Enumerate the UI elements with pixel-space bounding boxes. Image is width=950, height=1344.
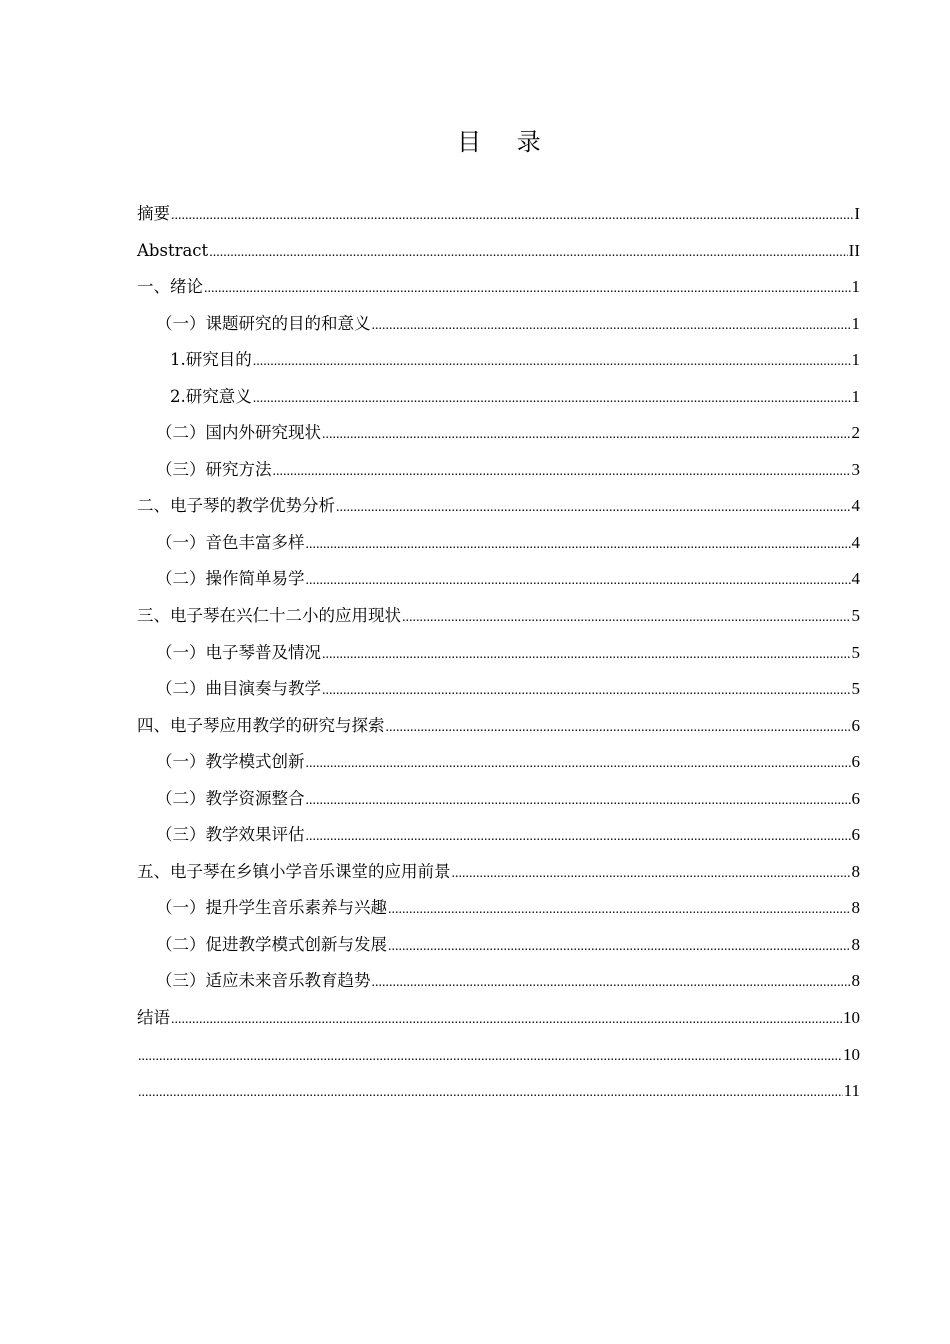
- toc-entry[interactable]: [137, 379, 860, 416]
- toc-entry[interactable]: [137, 963, 860, 1000]
- toc-entry[interactable]: [137, 196, 860, 233]
- toc-entry-text: （二）国内外研究现状: [156, 423, 321, 443]
- dot-leader: [336, 490, 851, 527]
- toc-entry[interactable]: [137, 1000, 860, 1037]
- toc-list: [137, 196, 860, 1110]
- toc-entry-text: 三、电子琴在兴仁十二小的应用现状: [137, 606, 401, 626]
- toc-entry-page-number: 1: [851, 386, 860, 406]
- toc-entry-page-number: 6: [851, 788, 860, 808]
- toc-entry-text: （一）教学模式创新: [156, 752, 305, 772]
- toc-entry[interactable]: [137, 342, 860, 379]
- toc-entry-page-number: 4: [851, 532, 860, 552]
- toc-entry-text: （三）适应未来音乐教育趋势: [156, 971, 371, 991]
- toc-entry[interactable]: [137, 415, 860, 452]
- toc-entry-text: 二、电子琴的教学优势分析: [137, 496, 335, 516]
- dot-leader: [402, 600, 851, 637]
- toc-entry[interactable]: [137, 1037, 860, 1074]
- dot-leader: [253, 344, 851, 381]
- toc-entry-page-number: 5: [851, 606, 860, 626]
- dot-leader: [322, 637, 851, 674]
- toc-entry-page-number: I: [854, 204, 860, 223]
- dot-leader: [372, 308, 851, 345]
- dot-leader: [204, 271, 851, 308]
- toc-entry[interactable]: [137, 817, 860, 854]
- dot-leader: [372, 965, 851, 1002]
- dot-leader: [306, 746, 851, 783]
- toc-entry[interactable]: [137, 233, 860, 270]
- toc-entry-page-number: 6: [851, 825, 860, 845]
- toc-entry[interactable]: [137, 269, 860, 306]
- dot-leader: [306, 527, 851, 564]
- toc-entry-text: Abstract: [137, 240, 209, 260]
- toc-entry[interactable]: [137, 1073, 860, 1110]
- toc-entry-text: 摘要: [137, 204, 170, 223]
- toc-title: 目 录: [457, 128, 555, 156]
- toc-entry-text: 五、电子琴在乡镇小学音乐课堂的应用前景: [137, 861, 451, 881]
- dot-leader: [171, 1002, 842, 1039]
- toc-entry-text: （二）促进教学模式创新与发展: [156, 934, 387, 954]
- toc-entry-text: 四、电子琴应用教学的研究与探索: [137, 715, 385, 735]
- toc-entry-page-number: 6: [851, 752, 860, 772]
- toc-entry-page-number: 5: [851, 642, 860, 662]
- toc-entry-page-number: 8: [851, 861, 860, 881]
- dot-leader: [388, 929, 851, 966]
- dot-leader: [306, 563, 851, 600]
- dot-leader: [386, 710, 851, 747]
- toc-entry-text: （一）音色丰富多样: [156, 532, 305, 552]
- toc-entry-text: （一）提升学生音乐素养与兴趣: [156, 898, 387, 918]
- toc-entry[interactable]: [137, 744, 860, 781]
- toc-entry-text: 结语: [137, 1008, 170, 1028]
- toc-entry[interactable]: [137, 306, 860, 343]
- toc-entry-text: 1.研究目的: [170, 350, 252, 370]
- dot-leader: [452, 856, 851, 893]
- toc-entry-text: （二）曲目演奏与教学: [156, 679, 321, 699]
- toc-entry[interactable]: [137, 598, 860, 635]
- toc-entry-page-number: 8: [851, 934, 860, 954]
- toc-entry-text: 一、绪论: [137, 277, 203, 297]
- toc-entry-page-number: 3: [851, 459, 860, 479]
- dot-leader: [306, 819, 851, 856]
- toc-entry-page-number: 5: [851, 679, 860, 699]
- toc-entry-page-number: 11: [843, 1081, 860, 1101]
- toc-entry-text: （三）研究方法: [156, 459, 272, 479]
- toc-entry-page-number: 4: [851, 569, 860, 589]
- toc-entry[interactable]: [137, 854, 860, 891]
- dot-leader: [273, 454, 851, 491]
- toc-entry-text: （一）电子琴普及情况: [156, 642, 321, 662]
- toc-entry[interactable]: [137, 927, 860, 964]
- toc-entry-page-number: 1: [851, 277, 860, 297]
- toc-entry[interactable]: [137, 635, 860, 672]
- toc-entry-page-number: 8: [851, 971, 860, 991]
- toc-entry-page-number: II: [848, 240, 860, 260]
- toc-entry[interactable]: [137, 671, 860, 708]
- dot-leader: [306, 783, 851, 820]
- toc-entry-text: （二）操作简单易学: [156, 569, 305, 589]
- toc-entry[interactable]: [137, 525, 860, 562]
- toc-entry-page-number: 8: [851, 898, 860, 918]
- toc-entry-text: （二）教学资源整合: [156, 788, 305, 808]
- toc-entry-page-number: 1: [851, 313, 860, 333]
- dot-leader: [322, 673, 851, 710]
- toc-entry-page-number: 6: [851, 715, 860, 735]
- toc-entry-page-number: 1: [851, 350, 860, 370]
- toc-entry-text: 2.研究意义: [170, 386, 252, 406]
- toc-entry-page-number: 4: [851, 496, 860, 516]
- toc-entry-page-number: 2: [851, 423, 860, 443]
- toc-entry-text: （一）课题研究的目的和意义: [156, 313, 371, 333]
- toc-entry[interactable]: [137, 561, 860, 598]
- dot-leader: [138, 1075, 843, 1112]
- toc-entry[interactable]: [137, 488, 860, 525]
- dot-leader: [209, 235, 847, 272]
- toc-entry[interactable]: [137, 452, 860, 489]
- toc-entry-page-number: 10: [843, 1044, 860, 1064]
- toc-entry-page-number: 10: [843, 1008, 860, 1028]
- dot-leader: [138, 1039, 842, 1076]
- toc-entry[interactable]: [137, 890, 860, 927]
- dot-leader: [171, 198, 853, 235]
- dot-leader: [253, 381, 851, 418]
- dot-leader: [322, 417, 851, 454]
- toc-entry[interactable]: [137, 781, 860, 818]
- toc-entry-text: （三）教学效果评估: [156, 825, 305, 845]
- dot-leader: [388, 892, 851, 929]
- toc-entry[interactable]: [137, 708, 860, 745]
